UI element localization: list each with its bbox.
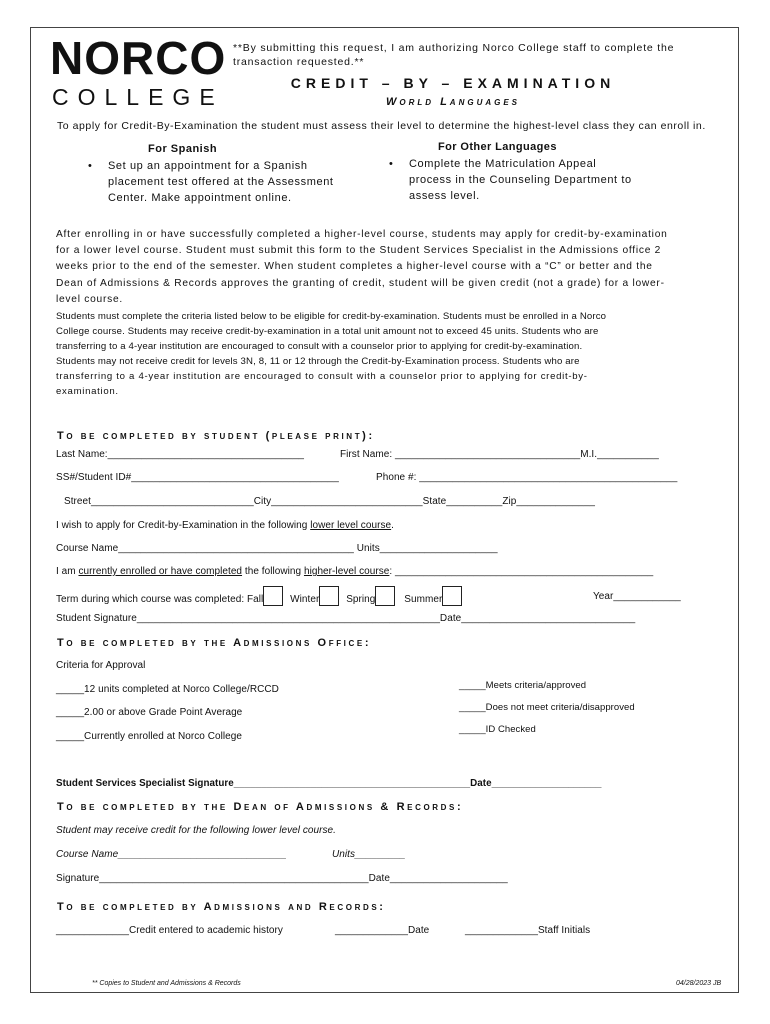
summer-checkbox[interactable] xyxy=(442,586,462,606)
dean-section-heading: To be completed by the Dean of Admissions & Records: xyxy=(57,801,464,813)
prompt-text: : ______________________________________________ xyxy=(389,566,654,577)
result-approved[interactable]: _____Meets criteria/approved xyxy=(459,680,587,691)
paragraph-line: level course. xyxy=(56,293,123,305)
authorization-notice: **By submitting this request, I am authorizing Norco College staff to complete the transaction requested.** xyxy=(233,42,675,68)
paragraph-line: Students may not receive credit for levels 3N, 8, 11 or 12 through the Credit-by-Examination process. Students who are xyxy=(56,356,580,367)
winter-label: Winter xyxy=(290,594,320,605)
prompt-text: I am xyxy=(56,566,79,577)
higher-level-course-field[interactable] xyxy=(56,566,653,577)
staff-initials-field[interactable]: _____________Staff Initials xyxy=(465,925,591,936)
last-name-field[interactable]: Last Name:___________________________________ xyxy=(56,449,305,460)
records-section-heading: To be completed by Admissions and Records: xyxy=(57,901,386,913)
lower-level-course-prompt xyxy=(56,520,394,531)
paragraph-line: transferring to a 4-year institution are encouraged to consult with a counselor prior to applying for credit-by-examination. xyxy=(56,341,583,352)
criteria-gpa[interactable]: _____2.00 or above Grade Point Average xyxy=(56,707,243,718)
copies-note: ** Copies to Student and Admissions & Records xyxy=(92,980,241,987)
year-field[interactable]: Year____________ xyxy=(593,591,681,602)
bullet-icon: • xyxy=(88,160,93,172)
prompt-text: . xyxy=(391,520,394,531)
result-id-checked[interactable]: _____ID Checked xyxy=(459,724,536,735)
records-date-field[interactable]: _____________Date xyxy=(335,925,430,936)
specialist-signature-field[interactable]: Student Services Specialist Signature___________________________________________Date____________________ xyxy=(56,778,602,789)
other-line: Complete the Matriculation Appeal xyxy=(409,158,597,170)
paragraph-line: Students must complete the criteria listed below to be eligible for credit-by-examination. Students must be enrolled in a Norco xyxy=(56,311,607,322)
winter-checkbox[interactable] xyxy=(319,586,339,606)
form-subtitle: World Languages xyxy=(385,96,521,108)
dean-note: Student may receive credit for the following lower level course. xyxy=(56,825,336,836)
spanish-line: Set up an appointment for a Spanish xyxy=(108,160,308,172)
paragraph-line: Dean of Admissions & Records approves the granting of credit, student will be given credit (not a grade) for a lower- xyxy=(56,277,665,289)
summer-label: Summer xyxy=(404,594,443,605)
intro-text: To apply for Credit-By-Examination the student must assess their level to determine the highest-level class they can enroll in. xyxy=(57,120,706,132)
prompt-underlined: higher-level course xyxy=(303,566,390,577)
criteria-paragraph xyxy=(56,309,701,399)
bullet-icon: • xyxy=(389,158,394,170)
term-row xyxy=(56,586,462,606)
term-label: Term during which course was completed: Fall xyxy=(56,594,264,605)
student-id-field[interactable]: SS#/Student ID#_____________________________________ xyxy=(56,472,339,483)
credit-entered-field[interactable]: _____________Credit entered to academic history xyxy=(56,925,283,936)
logo-norco: NORCO xyxy=(50,32,227,84)
dean-signature-field[interactable]: Signature________________________________________________Date_____________________ xyxy=(56,873,508,884)
paragraph-line: examination. xyxy=(56,386,119,397)
course-name-field[interactable]: Course Name__________________________________________ Units_____________________ xyxy=(56,543,498,554)
spring-label: Spring xyxy=(346,594,376,605)
spanish-instructions xyxy=(88,158,334,206)
criteria-label: Criteria for Approval xyxy=(56,660,146,671)
spanish-line: Center. Make appointment online. xyxy=(108,192,292,204)
paragraph-line: for a lower level course. Student must submit this form to the Student Services Specialist in the Admissions office 2 xyxy=(56,245,662,257)
phone-field[interactable]: Phone #: ______________________________________________ xyxy=(376,472,678,483)
dean-course-name-field[interactable]: Course Name______________________________ xyxy=(56,849,287,860)
criteria-enrolled[interactable]: _____Currently enrolled at Norco College xyxy=(56,731,242,742)
student-signature-field[interactable]: Student Signature______________________________________________________Date_______________________________ xyxy=(56,613,636,624)
form-title: CREDIT – BY – EXAMINATION xyxy=(290,75,616,91)
paragraph-line: After enrolling in or have successfully completed a higher-level course, students may apply for credit-by-examination xyxy=(56,229,668,240)
admissions-section-heading: To be completed by the Admissions Office: xyxy=(57,637,372,649)
spanish-line: placement test offered at the Assessment xyxy=(108,176,334,188)
other-instructions xyxy=(389,156,632,204)
result-disapproved[interactable]: _____Does not meet criteria/disapproved xyxy=(459,702,635,713)
first-name-field[interactable]: First Name: _________________________________M.I.___________ xyxy=(340,449,659,460)
other-line: process in the Counseling Department to xyxy=(409,174,632,186)
paragraph-line: weeks prior to the end of the semester. When student completes a higher-level course with a “C” or better and the xyxy=(56,261,653,273)
dean-units-field[interactable]: Units_________ xyxy=(332,849,406,860)
prompt-underlined: lower level course xyxy=(310,520,392,531)
address-field[interactable]: Street_____________________________City___________________________State__________Zip______________ xyxy=(64,496,595,507)
prompt-text: I wish to apply for Credit-by-Examination in the following xyxy=(56,520,311,531)
spring-checkbox[interactable] xyxy=(375,586,395,606)
fall-checkbox[interactable] xyxy=(263,586,283,606)
other-languages-heading: For Other Languages xyxy=(438,141,557,153)
logo-college: COLLEGE xyxy=(52,84,224,110)
other-line: assess level. xyxy=(409,190,480,202)
criteria-units[interactable]: _____12 units completed at Norco College/RCCD xyxy=(56,684,279,695)
paragraph-line: transferring to a 4-year institution are encouraged to consult with a counselor prior to applying for credit-by- xyxy=(56,371,588,382)
paragraph-line: College course. Students may receive credit-by-examination in a total unit amount not to exceed 45 units. Students who are xyxy=(56,326,599,337)
prompt-underlined: currently enrolled or have completed xyxy=(78,566,243,577)
spanish-heading: For Spanish xyxy=(148,143,218,155)
prompt-text: the following xyxy=(242,566,304,577)
student-section-heading: To be completed by student (please print): xyxy=(57,430,375,442)
eligibility-paragraph xyxy=(56,227,701,308)
form-revision-code: 04/28/2023 JB xyxy=(676,980,722,987)
